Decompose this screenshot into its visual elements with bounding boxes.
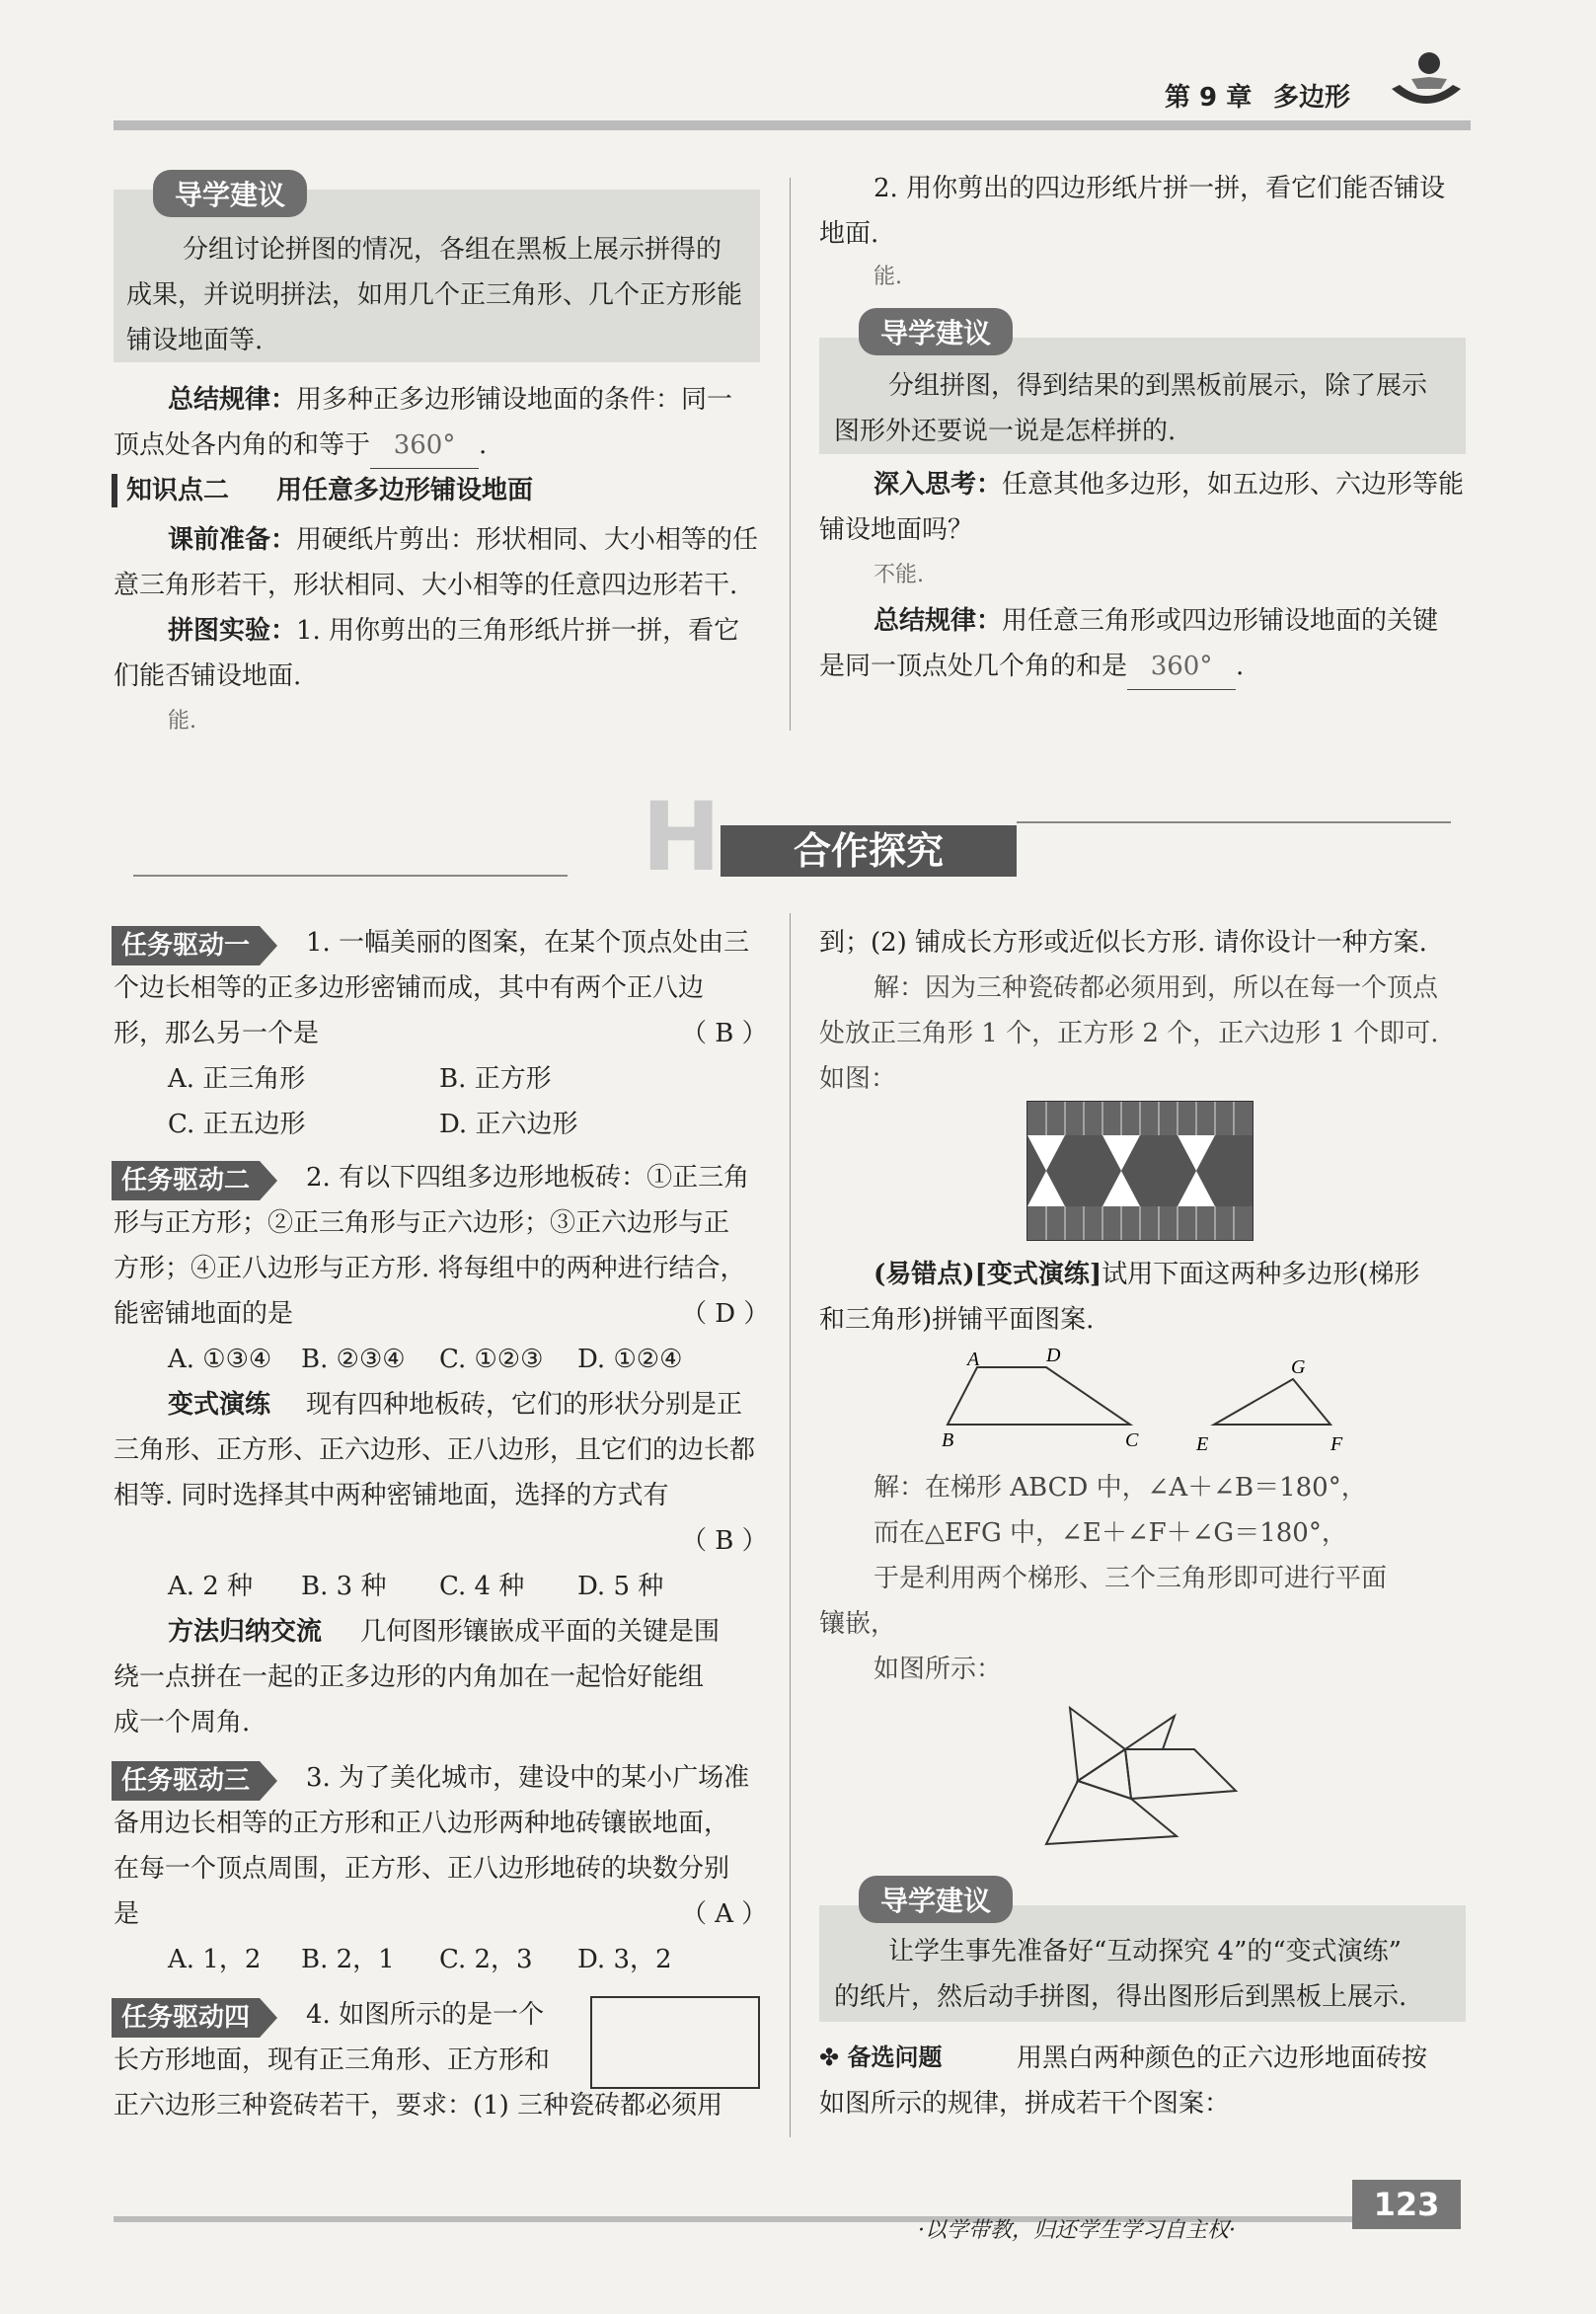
t2-line2: 形与正方形；②正三角形与正六边形；③正六边形与正 [114,1208,730,1238]
t3-opt-a: A. 1，2 [168,1945,262,1974]
guide-tab-right-bottom: 导学建议 [859,1876,1013,1923]
var-line2: 三角形、正方形、正六边形、正八边形，且它们的边长都 [114,1435,756,1465]
prep-line2: 意三角形若干，形状相同、大小相等的任意四边形若干. [114,571,738,600]
err-line1: (易错点)[变式演练]试用下面这两种多边形(梯形 [874,1260,1420,1289]
label-A: A [967,1349,980,1370]
summary-left-line1: 总结规律：用多种正多边形铺设地面的条件：同一 [168,385,733,415]
t3-line4: 是 [114,1899,140,1929]
t1-opt-c: C. 正五边形 [168,1110,306,1139]
guide-right-text-2: 图形外还要说一说是怎样拼的. [834,417,1177,446]
t1-line2: 个边长相等的正多边形密铺而成，其中有两个正八边 [114,973,705,1003]
trapezoid-triangle-figure [928,1348,1362,1456]
task-tag-3: 任务驱动三 [112,1761,260,1801]
extra-line1: 用黑白两种颜色的正六边形地面砖按 [1017,2044,1428,2073]
sol2-line5: 如图所示： [874,1655,1003,1684]
section-rule-left [133,875,568,877]
t2-opt-b: B. ②③④ [301,1345,406,1374]
guide-right-text-1: 分组拼图，得到结果的到黑板前展示，除了展示 [888,371,1428,401]
t2-opt-c: C. ①②③ [439,1345,544,1374]
tiling-solution-figure [1026,1101,1254,1241]
task-tag-4: 任务驱动四 [112,1998,260,2038]
var-label: 变式演练 [168,1390,271,1420]
rectangle-floor-figure [590,1996,760,2089]
sol-line1: 解：因为三种瓷砖都必须用到，所以在每一个顶点 [874,973,1439,1003]
extra-label: ✤ 备选问题 [819,2044,943,2071]
t2-line1: 2. 有以下四组多边形地板砖：①正三角 [306,1163,750,1193]
extra-line2: 如图所示的规律，拼成若干个图案： [819,2089,1231,2119]
exp-answer: 能. [168,709,196,733]
t1-line1: 1. 一幅美丽的图案，在某个顶点处由三 [306,928,750,958]
guide-text-left-2: 成果，并说明拼法，如用几个正三角形、几个正方形能 [126,280,743,310]
sol-line3: 如图： [819,1064,897,1094]
summary-right-line1: 总结规律：用任意三角形或四边形铺设地面的关键 [874,606,1439,636]
sol2-line1: 解：在梯形 ABCD 中，∠A＋∠B＝180°， [874,1473,1367,1503]
guide-rb-line2: 的纸片，然后动手拼图，得出图形后到黑板上展示. [834,1982,1407,2012]
t2-opt-a: A. ①③④ [168,1345,272,1374]
task-tag-2: 任务驱动二 [112,1161,260,1200]
header-rule [114,120,1471,130]
sol2-line3: 于是利用两个梯形、三个三角形即可进行平面 [874,1564,1388,1593]
label-D: D [1046,1348,1061,1366]
section-title: 合作探究 [721,825,1017,877]
t4-line3: 正六边形三种瓷砖若干，要求：(1) 三种瓷砖都必须用 [114,2091,723,2121]
label-F: F [1330,1433,1343,1455]
t2-answer: （ D ） [681,1299,770,1329]
sol2-line2: 而在△EFG 中，∠E＋∠F＋∠G＝180°， [874,1518,1347,1548]
label-G: G [1291,1356,1306,1378]
err-line2: 和三角形)拼铺平面图案. [819,1305,1095,1335]
t2-opt-d: D. ①②④ [577,1345,683,1374]
var-opt-c: C. 4 种 [439,1572,525,1601]
summary-left-line2: 顶点处各内角的和等于 360° . [114,423,487,469]
sol-line2: 处放正三角形 1 个，正方形 2 个，正六边形 1 个即可. [819,1019,1439,1048]
var-opt-d: D. 5 种 [577,1572,664,1601]
t1-opt-a: A. 正三角形 [168,1064,306,1094]
t3-opt-c: C. 2，3 [439,1945,533,1974]
t4-continued: 到；(2) 铺成长方形或近似长方形. 请你设计一种方案. [819,928,1427,958]
t1-line3: 形，那么另一个是 [114,1019,320,1048]
t3-line2: 备用边长相等的正方形和正八边形两种地砖镶嵌地面， [114,1809,730,1838]
footer-slogan: ·以学带教，归还学生学习自主权· [918,2218,1236,2243]
label-B: B [942,1429,954,1451]
var-opt-b: B. 3 种 [301,1572,387,1601]
task-tag-1: 任务驱动一 [112,926,260,965]
sol2-line4: 镶嵌， [819,1609,897,1639]
t3-line1: 3. 为了美化城市，建设中的某小广场准 [306,1763,750,1793]
var-line3: 相等. 同时选择其中两种密铺地面，选择的方式有 [114,1481,669,1510]
t3-line3: 在每一个顶点周围，正方形、正八边形地砖的块数分别 [114,1854,730,1884]
method-label: 方法归纳交流 [168,1617,323,1647]
section-rule-right [1017,821,1451,823]
think-line1: 深入思考：任意其他多边形，如五边形、六边形等能 [874,470,1465,500]
method-line3: 成一个周角. [114,1708,251,1737]
guide-tab-left: 导学建议 [153,170,307,217]
kp-bar [112,474,117,507]
tessellation-figure [1036,1698,1254,1866]
think-line2: 铺设地面吗？ [819,515,974,545]
t3-answer: （ A ） [681,1899,768,1929]
t4-line1: 4. 如图所示的是一个 [306,2000,545,2030]
var-opt-a: A. 2 种 [168,1572,254,1601]
page-number: 123 [1352,2180,1461,2229]
exp-line2: 们能否铺设地面. [114,661,302,691]
q2-answer: 能. [874,265,902,289]
method-line2: 绕一点拼在一起的正多边形的内角加在一起恰好能组 [114,1662,705,1692]
q2-line2: 地面. [819,219,879,249]
reading-person-logo [1382,49,1471,128]
var-line1: 现有四种地板砖，它们的形状分别是正 [306,1390,743,1420]
method-line1: 几何图形镶嵌成平面的关键是围 [360,1617,721,1647]
label-C: C [1125,1429,1139,1451]
t2-line3: 方形；④正八边形与正方形. 将每组中的两种进行结合， [114,1254,746,1283]
kp-title: 用任意多边形铺设地面 [276,476,534,505]
guide-text-left-1: 分组讨论拼图的情况，各组在黑板上展示拼得的 [183,235,722,265]
exp-line1: 拼图实验：1. 用你剪出的三角形纸片拼一拼，看它 [168,616,740,646]
t2-line4: 能密铺地面的是 [114,1299,294,1329]
chapter-number: 第 9 章 [1165,83,1253,113]
q2-line1: 2. 用你剪出的四边形纸片拼一拼，看它们能否铺设 [874,174,1446,203]
label-E: E [1196,1433,1209,1455]
think-answer: 不能. [874,563,924,587]
guide-tab-right-top: 导学建议 [859,308,1013,355]
var-answer: （ B ） [681,1526,768,1556]
kp-label: 知识点二 [126,476,230,505]
t1-opt-d: D. 正六边形 [439,1110,578,1139]
column-divider-bottom [790,913,791,2137]
guide-rb-line1: 让学生事先准备好“互动探究 4”的“变式演练” [888,1937,1402,1967]
t3-opt-b: B. 2，1 [301,1945,395,1974]
chapter-title: 多边形 [1273,83,1351,113]
column-divider-top [790,178,791,731]
guide-text-left-3: 铺设地面等. [126,326,264,355]
prep-line1: 课前准备：用硬纸片剪出：形状相同、大小相等的任 [168,525,759,555]
t4-line2: 长方形地面，现有正三角形、正方形和 [114,2045,551,2075]
t1-answer: （ B ） [681,1019,768,1048]
t3-opt-d: D. 3，2 [577,1945,672,1974]
summary-right-line2: 是同一顶点处几个角的和是 360° . [819,644,1244,690]
section-letter: H [642,782,722,892]
t1-opt-b: B. 正方形 [439,1064,552,1094]
